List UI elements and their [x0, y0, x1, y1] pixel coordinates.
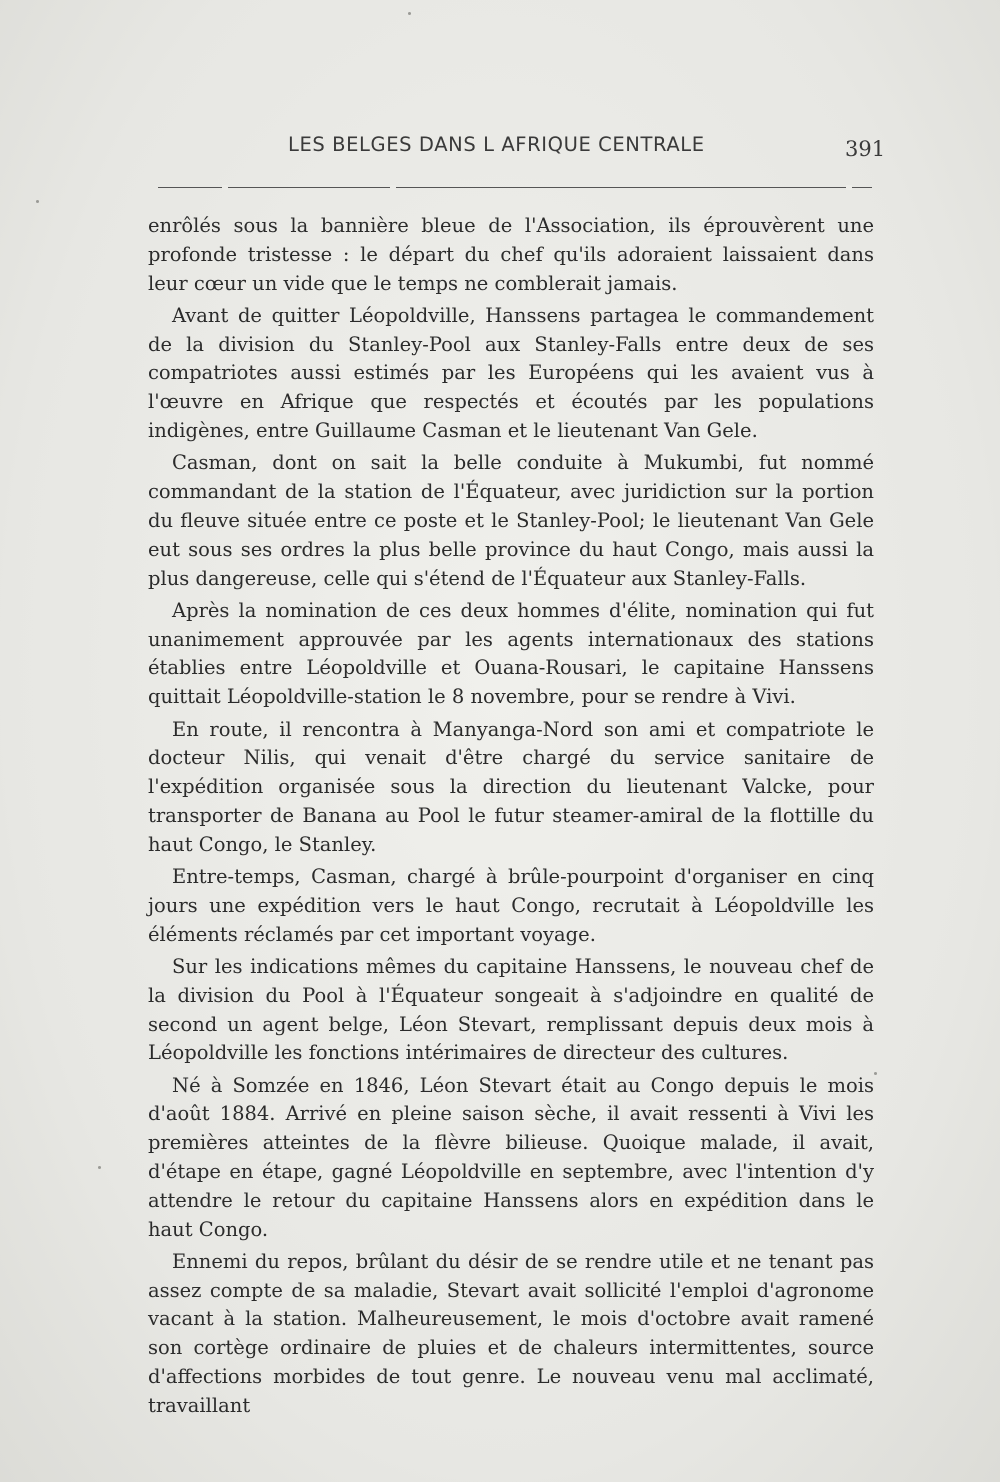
- paragraph-3: Casman, dont on sait la belle conduite à Mukumbi, fut nommé commandant de la station de l'Équateur, avec juridiction sur la portion du fleuve située entre ce poste et le Stanley-Pool; le lieutenant Van Gele eut sous ses ordres la plus belle province du haut Congo, mais aussi la plus dangereuse, celle qui s'étend de l'Équateur aux Stanley-Falls.: [148, 451, 874, 590]
- body-text: [148, 212, 874, 1424]
- paragraph-5: En route, il rencontra à Manyanga-Nord son ami et compatriote le docteur Nilis, qui venait d'être chargé du service sanitaire de l'expédition organisée sous la direction du lieutenant Valcke, pour transporter de Banana au Pool le futur steamer-amiral de la flottille du haut Congo, le Stanley.: [148, 717, 874, 856]
- paper-speck: [98, 1166, 101, 1169]
- paragraph-6: Entre-temps, Casman, chargé à brûle-pourpoint d'organiser en cinq jours une expédition vers le haut Congo, recrutait à Léopoldville les éléments réclamés par cet important voyage.: [148, 865, 874, 946]
- page-number: 391: [845, 137, 886, 161]
- running-head: LES BELGES DANS L AFRIQUE CENTRALE: [288, 133, 705, 156]
- paragraph-9: Ennemi du repos, brûlant du désir de se rendre utile et ne tenant pas assez compte de sa maladie, Stevart avait sollicité l'emploi d'agronome vacant à la station. Malheureusement, le mois d'octobre avait ramené son cortège ordinaire de pluies et de chaleurs intermittentes, source d'affections morbides de tout genre. Le nouveau venu mal acclimaté, travaillant: [148, 1249, 874, 1417]
- paragraph-7: Sur les indications mêmes du capitaine Hanssens, le nouveau chef de la division du Pool à l'Équateur songeait à s'adjoindre en qualité de second un agent belge, Léon Stevart, remplissant depuis deux mois à Léopoldville les fonctions intérimaires de directeur des cultures.: [148, 954, 874, 1065]
- paper-speck: [408, 12, 411, 15]
- header-rule: [158, 187, 872, 188]
- paragraph-4: Après la nomination de ces deux hommes d'élite, nomination qui fut unanimement approuvée par les agents internationaux des stations établies entre Léopoldville et Ouana-Rousari, le capitaine Hanssens quittait Léopoldville-station le 8 novembre, pour se rendre à Vivi.: [148, 598, 874, 709]
- paragraph-8: Né à Somzée en 1846, Léon Stevart était au Congo depuis le mois d'août 1884. Arrivé en pleine saison sèche, il avait ressenti à Vivi les premières atteintes de la flèvre bilieuse. Quoique malade, il avait, d'étape en étape, gagné Léopoldville en septembre, avec l'intention d'y attendre le retour du capitaine Hanssens alors en expédition dans le haut Congo.: [148, 1073, 874, 1241]
- rule-gap: [222, 185, 228, 190]
- paragraph-1: enrôlés sous la bannière bleue de l'Association, ils éprouvèrent une profonde tristesse : le départ du chef qu'ils adoraient laissaient dans leur cœur un vide que le temps ne comblerait jamais.: [148, 214, 874, 295]
- rule-gap: [390, 185, 396, 190]
- paper-speck: [874, 1072, 877, 1075]
- paper-speck: [36, 200, 39, 203]
- paragraph-2: Avant de quitter Léopoldville, Hanssens partagea le commandement de la division du Stanley-Pool aux Stanley-Falls entre deux de ses compatriotes aussi estimés par les Européens qui les avaient vus à l'œuvre en Afrique que respectés et écoutés par les populations indigènes, entre Guillaume Casman et le lieutenant Van Gele.: [148, 303, 874, 443]
- rule-gap: [846, 185, 852, 190]
